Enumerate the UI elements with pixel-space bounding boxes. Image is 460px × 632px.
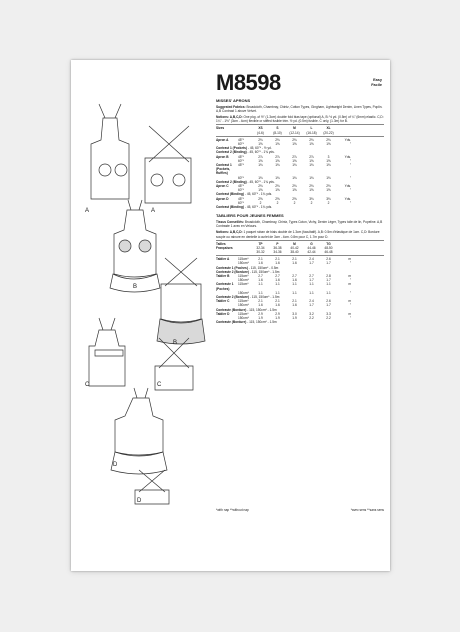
figure-label: C [85, 382, 90, 388]
difficulty-label: Easy Facile [371, 78, 382, 87]
apron-d-front-illustration [111, 388, 167, 474]
contrast-note: Contrast (Binding) - 45, 60"* - 1¾ yds. [216, 205, 273, 210]
garment-illustrations [81, 98, 211, 508]
pattern-number: M8598 [216, 70, 281, 95]
apron-c-front-illustration [89, 318, 125, 386]
footnotes [216, 508, 384, 512]
yardage-row: 60"* 2 2 2 2 2 " [238, 200, 351, 205]
yardage-row: Apron B 45"* 2⅞ 2⅞ 2⅞ 2⅞ 3 Yds. [216, 154, 351, 159]
apron-a-front-illustration [91, 104, 129, 199]
english-size-header: Sizes XS S M L XL [216, 126, 331, 131]
contrast-note: Contraste 2 (Bordure) - 115, 150cm* - 1.5m [216, 269, 280, 274]
english-fabrics: Suggested Fabrics: Broadcloth, Chambray, Chintz, Cotton Types, Gingham, Lightweight Denim, Linen Types, Poplin. A,B Contrast 1 above Velvet. [216, 105, 383, 114]
yardage-row: 60"* 1⅝ 1⅝ 1⅝ 1⅝ 1⅝ " [238, 158, 351, 163]
yardage-row: 150cm* 1.6 1.6 1.6 1.7 1.7 " [238, 303, 351, 308]
footnote-french: *avec sens **sans sens [350, 508, 384, 512]
yardage-row: Apron D 45"* 2⅝ 2⅝ 2⅝ 3⅛ 3⅛ Yds. [216, 196, 351, 201]
yardage-row: 60"* 1⅝ 1⅝ 1⅝ 1⅝ 1⅝ " [238, 188, 351, 193]
french-notions: Notions: A,B,C,D: 1 paquet ruban de biais double de 1.3cm (facultatif). A,B: 0.5m d'élastique de 1cm. C,D: Bordure souple ou rainure en dentelle à ourlet de 3cm - 4cm. 0.8m pour C, 1.7m pour D. [216, 230, 380, 239]
english-notions: Notions: A,B,C,D: One pkg. of ½" (1.3cm) double fold bias tape (optional) A, B: ½ yd. (0.5m) of ¼" (6mm) elastic. C,D: 1¼" - 1½" (3cm - 4cm) flexible or stiffed fusible trim. ½ yd. (0.5m) fusible. C only, (1.3m) for B. [216, 115, 384, 124]
contrast-note: Contrast (Binding) - 45, 60"* - 1¾ yds. [216, 192, 273, 197]
pattern-info [216, 72, 384, 324]
yardage-row: Tablier D 115cm* 2.9 2.9 3.0 3.2 3.3 m [216, 311, 351, 316]
french-title: TABLIERS POUR JEUNES FEMMES [216, 213, 284, 219]
yardage-row: 60"* 1⅛ 1⅛ 1⅛ 1⅛ 1⅛ " [238, 175, 351, 180]
contrast-note: Contraste (Bordure) - 115, 150cm* - 1.5m [216, 320, 277, 325]
figure-label: C [157, 382, 162, 388]
yardage-row: Apron C 45"* 2⅛ 2⅛ 2⅛ 2⅛ 2⅛ Yds. [216, 184, 351, 189]
figure-label: B [173, 340, 178, 346]
contrast-note: Contrast 2 (Binding) - 45, 60"* - 1¾ yds. [216, 179, 275, 184]
figure-label: A [151, 208, 156, 214]
english-yardage-table [216, 138, 384, 209]
french-yardage-table [216, 257, 384, 324]
contrast-note: Contrast 2 (Binding) - 45, 60"* - 1¾ yds. [216, 150, 275, 155]
figure-label: B [133, 284, 138, 290]
contrast-note: Contraste 1 (Poches) - 115, 150cm* - 0.5m [216, 265, 279, 270]
footnote-english: *with nap **without nap [216, 508, 249, 512]
apron-b-back-illustration [157, 258, 205, 344]
yardage-row: Tablier B 115cm* 2.7 2.7 2.7 2.7 2.8 m [216, 274, 351, 279]
french-size-header: Tailles TP P M G TG [216, 241, 331, 246]
yardage-row: Contrast 1 (Pockets, Ruffles) 45"* 1⅛ 1⅛ 1⅛ 1⅛ 1⅛ " [216, 163, 351, 176]
yardage-row: Contraste 1 (Poches) 115cm* 1.1 1.1 1.1 1.1 1.1 m [216, 282, 351, 291]
english-size-ranges: (4-6) (8-10) (12-14) (16-18) (20-22) [257, 130, 334, 135]
pattern-envelope-back [71, 60, 390, 571]
french-fabrics: Tissus Conseillés: Broadcloth, Chambray, Chintz, Types Coton, Vichy, Denim Léger, Types toile de lin, Popeline. A,B Contraste 1 avec en Velours. [216, 220, 383, 229]
french-size-ranges: Françaises 32-34 36-38 40-42 44-46 48-50 [216, 245, 333, 250]
contrast-note: Contraste 2 (Bordure) - 115, 150cm* - 1.5m [216, 295, 280, 300]
apron-a-back-illustration [145, 126, 191, 203]
yardage-row: Tablier A 115cm* 2.1 2.1 2.1 2.4 2.6 m [216, 257, 351, 262]
figure-label: A [85, 208, 90, 214]
yardage-row: 60"* 1⅝ 1⅝ 1⅝ 1⅝ 1⅝ " [238, 141, 351, 146]
figure-label: D [113, 462, 118, 468]
yardage-row: 150cm* 1.9 1.9 1.9 2.2 2.2 " [238, 316, 351, 321]
contrast-note: Contrast 1 (Pockets) - 45, 60"* - ½ yd. [216, 146, 272, 151]
french-size-ranges-alt: 30-32 34-36 38-40 42-44 46-48 [256, 250, 333, 255]
yardage-row: 150cm* 1.6 1.6 1.6 1.7 1.7 " [238, 278, 351, 283]
yardage-row: 150cm* 1.6 1.6 1.6 1.7 1.7 " [238, 261, 351, 266]
english-title: MISSES' APRONS [216, 98, 251, 103]
yardage-row: Tablier C 115cm* 2.1 2.1 2.1 2.4 2.6 m [216, 299, 351, 304]
yardage-row: Apron A 45"* 2⅛ 2⅛ 2⅛ 2⅛ 2⅛ Yds. [216, 137, 351, 142]
figure-label: D [137, 498, 142, 504]
yardage-row: 150cm* 1.1 1.1 1.1 1.1 1.1 " [238, 290, 351, 295]
contrast-note: Contraste (Bordure) - 115, 150cm* - 1.5m [216, 307, 277, 312]
